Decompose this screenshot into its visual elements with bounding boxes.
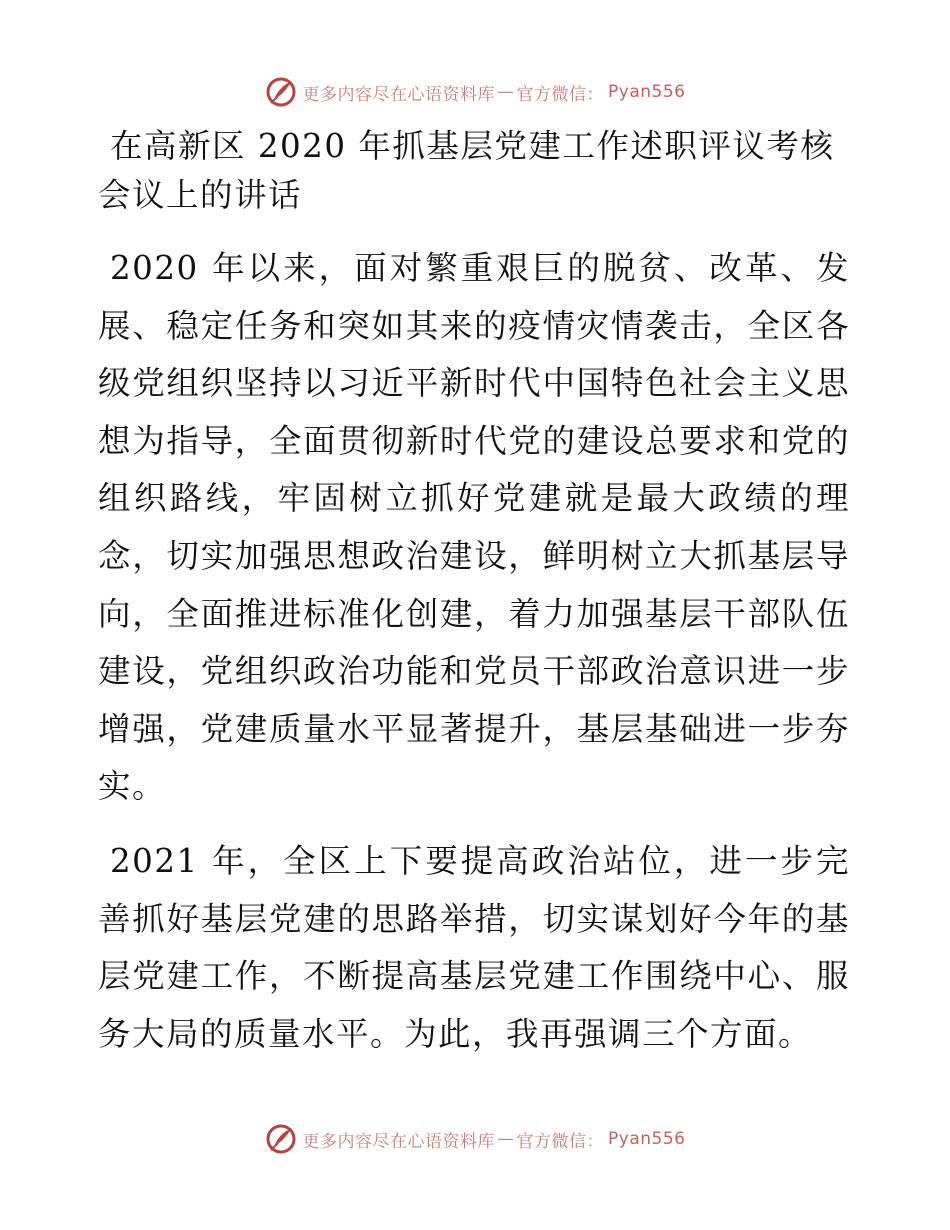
feather-quill-icon xyxy=(265,76,297,108)
paragraph-1: 2020 年以来，面对繁重艰巨的脱贫、改革、发展、稳定任务和突如其来的疫情灾情袭击，全区各级党组织坚持以习近平新时代中国特色社会主义思想为指导，全面贯彻新时代党的建设总要求和党的组织路线，牢固树立抓好党建就是最大政绩的理念，切实加强思想政治建设，鲜明树立大抓基层导向，全面推进标准化创建，着力加强基层干部队伍建设，党组织政治功能和党员干部政治意识进一步增强，党建质量水平显著提升，基层基础进一步夯实。 xyxy=(98,249,850,806)
watermark-separator: — xyxy=(497,1129,515,1149)
watermark-text: 更多内容尽在心语资料库 xyxy=(302,1131,496,1152)
header-watermark xyxy=(0,72,950,112)
watermark-wechat-id: Pyan556 xyxy=(608,82,686,102)
watermark-wechat-label: 官方微信： xyxy=(516,84,605,105)
watermark-separator: — xyxy=(497,82,515,102)
feather-quill-icon xyxy=(265,1123,297,1155)
watermark-wechat-id: Pyan556 xyxy=(608,1129,686,1149)
document-title: 在高新区 2020 年抓基层党建工作述职评议考核会议上的讲话 xyxy=(98,127,835,214)
footer-watermark xyxy=(0,1119,950,1159)
paragraph-2: 2021 年，全区上下要提高政治站位，进一步完善抓好基层党建的思路举措，切实谋划好今年的基层党建工作，不断提高基层党建工作围绕中心、服务大局的质量水平。为此，我再强调三个方面。 xyxy=(98,841,850,1053)
watermark-text: 更多内容尽在心语资料库 xyxy=(302,84,496,105)
document-body xyxy=(98,122,850,1080)
watermark-wechat-label: 官方微信： xyxy=(516,1131,605,1152)
